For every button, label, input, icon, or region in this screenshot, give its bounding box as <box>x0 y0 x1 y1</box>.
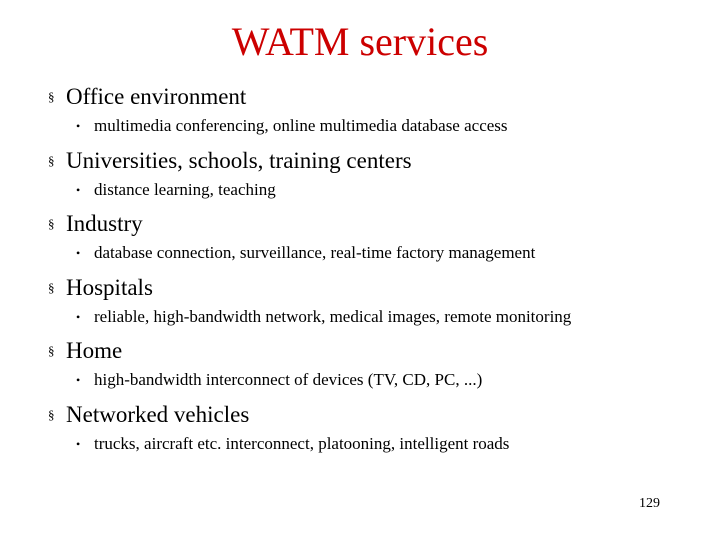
bullet-dot-icon: • <box>76 182 81 197</box>
level1-bullet <box>48 274 698 306</box>
section-marker-icon: § <box>48 406 55 422</box>
slide-title: WATM services <box>231 19 489 64</box>
level2-bullet <box>48 242 698 265</box>
level2-bullet <box>48 306 698 329</box>
bullet-heading: Industry <box>66 211 143 236</box>
section-marker-icon: § <box>48 152 55 168</box>
bullet-dot-icon: • <box>76 373 81 387</box>
section-marker-icon: § <box>48 279 55 295</box>
bullet-detail: distance learning, teaching <box>94 179 276 199</box>
level1-bullet <box>48 147 698 179</box>
level1-bullet <box>48 210 698 242</box>
bullet-dot-icon: • <box>76 309 81 324</box>
bullet-heading: Office environment <box>66 84 247 109</box>
level1-bullet <box>48 401 698 433</box>
bullet-list <box>48 83 698 464</box>
bullet-section <box>48 401 698 465</box>
bullet-detail: database connection, surveillance, real-time factory management <box>94 243 536 262</box>
bullet-section <box>48 147 698 211</box>
level2-bullet <box>48 115 698 138</box>
bullet-dot-icon: • <box>76 119 81 133</box>
bullet-heading: Networked vehicles <box>66 401 250 427</box>
level1-bullet <box>48 83 698 115</box>
level2-bullet <box>48 179 698 202</box>
bullet-dot-icon: • <box>76 436 81 451</box>
bullet-heading: Hospitals <box>66 274 153 300</box>
bullet-detail: trucks, aircraft etc. interconnect, platooning, intelligent roads <box>94 433 510 453</box>
level1-bullet <box>48 337 698 369</box>
level2-bullet <box>48 369 698 392</box>
bullet-section <box>48 210 698 274</box>
level2-bullet <box>48 433 698 456</box>
section-marker-icon: § <box>48 343 55 358</box>
bullet-detail: high-bandwidth interconnect of devices (TV, CD, PC, ...) <box>94 370 483 389</box>
bullet-section <box>48 274 698 338</box>
bullet-heading: Home <box>66 338 123 363</box>
bullet-detail: reliable, high-bandwidth network, medical images, remote monitoring <box>94 306 572 326</box>
section-marker-icon: § <box>48 216 55 231</box>
bullet-detail: multimedia conferencing, online multimedia database access <box>94 116 508 135</box>
bullet-section <box>48 337 698 401</box>
page-number: 129 <box>639 496 660 511</box>
bullet-section <box>48 83 698 147</box>
bullet-heading: Universities, schools, training centers <box>66 147 412 173</box>
bullet-dot-icon: • <box>76 246 81 260</box>
section-marker-icon: § <box>48 89 55 104</box>
